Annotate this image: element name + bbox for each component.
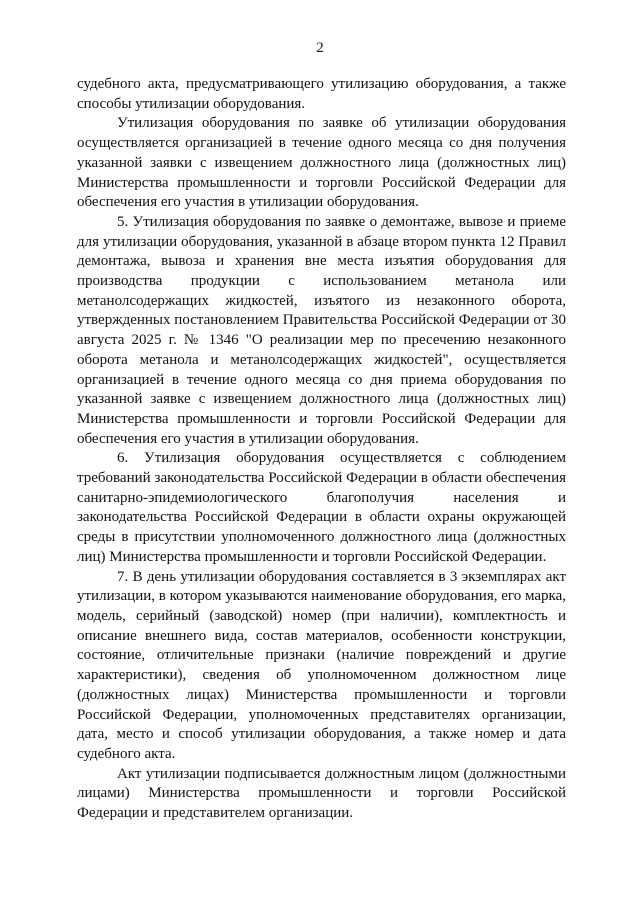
paragraph-utilization-by-request: Утилизация оборудования по заявке об утилизации оборудования осуществляется организацией в течение одного месяца со дня получения указанной заявки с извещением должностного лица (должностных лиц) Министерства промышленности и торговли Российской Федерации для обеспечения его участия в утилизации оборудования.	[77, 115, 566, 211]
paragraph-continuation: судебного акта, предусматривающего утилизацию оборудования, а также способы утилизации оборудования.	[77, 76, 566, 112]
paragraph-item-5: 5. Утилизация оборудования по заявке о демонтаже, вывозе и приеме для утилизации оборудования, указанной в абзаце втором пункта 12 Правил демонтажа, вывоза и хранения вне места изъятия оборудования для производства продукции с использованием метанола или метанолсодержащих жидкостей, изъятого из незаконного оборота, утвержденных постановлением Правительства Российской Федерации от 30 августа 2025 г. № 1346 "О реализации мер по пресечению незаконного оборота метанола и метанолсодержащих жидкостей", осуществляется организацией в течение одного месяца со дня приема оборудования по указанной заявке с извещением должностного лица (должностных лиц) Министерства промышленности и торговли Российской Федерации для обеспечения его участия в утилизации оборудования.	[77, 213, 566, 447]
page-number: 2	[316, 40, 324, 56]
paragraph-act-signing: Акт утилизации подписывается должностным лицом (должностными лицами) Министерства промышленности и торговли Российской Федерации и представителем организации.	[77, 765, 566, 822]
paragraph-item-7: 7. В день утилизации оборудования составляется в 3 экземплярах акт утилизации, в котором указываются наименование оборудования, его марка, модель, серийный (заводской) номер (при наличии), комплектность и описание внешнего вида, состав материалов, особенности конструкции, состояние, отличительные признаки (наличие повреждений и другие характеристики), сведения об уполномоченном должностном лице (должностных лицах) Министерства промышленности и торговли Российской Федерации, уполномоченных представителях организации, дата, место и способ утилизации оборудования, а также номер и дата судебного акта.	[77, 568, 566, 762]
document-body	[77, 75, 566, 824]
paragraph-item-6: 6. Утилизация оборудования осуществляется с соблюдением требований законодательства Российской Федерации в области обеспечения санитарно-эпидемиологического благополучия населения и законодательства Российской Федерации в области охраны окружающей среды в присутствии уполномоченного должностного лица (должностных лиц) Министерства промышленности и торговли Российской Федерации.	[77, 450, 566, 565]
